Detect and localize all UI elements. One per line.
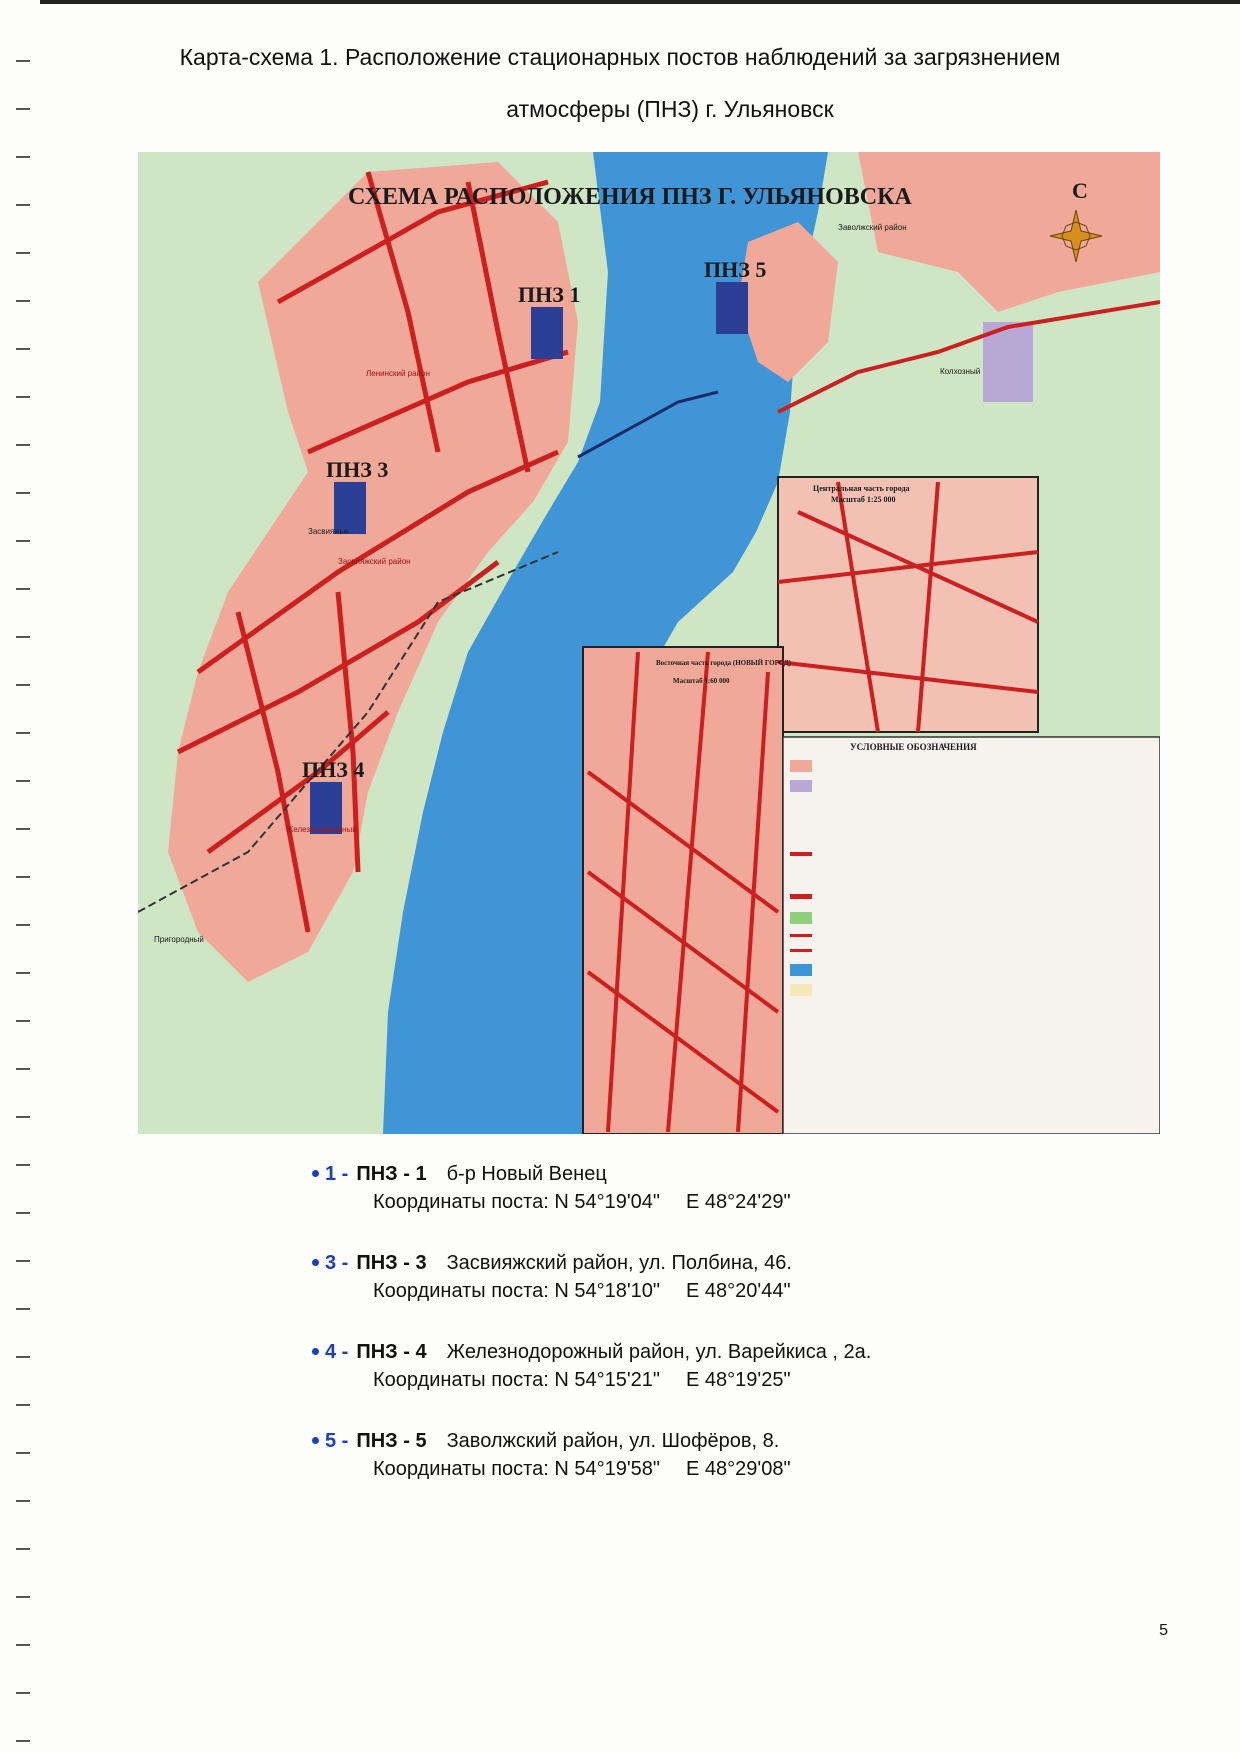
binding-tick [16, 1212, 30, 1214]
post-code: ПНЗ - 5 [356, 1430, 427, 1452]
binding-tick [16, 1068, 30, 1070]
inset-east-title: Восточная часть города (НОВЫЙ ГОРОД) [656, 659, 792, 667]
binding-tick [16, 780, 30, 782]
binding-tick [16, 1452, 30, 1454]
coord-lat: N 54°18'10" [554, 1280, 661, 1302]
binding-tick [16, 492, 30, 494]
post-entry [300, 1249, 1120, 1305]
post-number: 5 - [325, 1430, 349, 1452]
binding-tick [16, 108, 30, 110]
city-map [138, 152, 1160, 1134]
binding-tick [16, 588, 30, 590]
binding-tick [16, 348, 30, 350]
binding-tick [16, 684, 30, 686]
coord-label: Координаты поста: [373, 1458, 549, 1480]
post-entry [300, 1338, 1120, 1394]
bullet-icon [312, 1348, 319, 1355]
coord-lat: N 54°19'58" [554, 1458, 661, 1480]
binding-tick [16, 1116, 30, 1118]
district-label-zavolzhsky: Заволжский район [838, 223, 907, 232]
binding-tick [16, 732, 30, 734]
post-number: 4 - [325, 1341, 349, 1363]
binding-tick [16, 636, 30, 638]
page-title-line-1: Карта-схема 1. Расположение стационарных постов наблюдений за загрязнением [179, 44, 1061, 70]
district-label-prigorodny: Пригородный [154, 935, 204, 944]
binding-tick [16, 1500, 30, 1502]
map-graphic [138, 152, 1160, 1134]
binding-tick [16, 828, 30, 830]
compass-label: С [1072, 178, 1088, 203]
district-label-zasviyazhye: Засвияжье [308, 527, 349, 536]
binding-tick [16, 1548, 30, 1550]
bullet-icon [312, 1170, 319, 1177]
binding-tick [16, 1644, 30, 1646]
map-legend-panel [783, 737, 1160, 1134]
bullet-icon [312, 1259, 319, 1266]
post-code: ПНЗ - 4 [356, 1341, 427, 1363]
coord-lat: N 54°15'21" [554, 1369, 661, 1391]
binding-tick [16, 1260, 30, 1262]
binding-tick [16, 876, 30, 878]
coord-label: Координаты поста: [373, 1369, 549, 1391]
binding-tick [16, 396, 30, 398]
post-label-4: ПНЗ 4 [302, 757, 365, 782]
binding-tick [16, 1356, 30, 1358]
inset-east-scale: Масштаб 1:60 000 [673, 677, 730, 685]
binding-tick [16, 156, 30, 158]
binding-tick [16, 924, 30, 926]
post-list [300, 1160, 1120, 1516]
post-marker-5 [716, 282, 748, 334]
legend-heading: УСЛОВНЫЕ ОБОЗНАЧЕНИЯ [850, 742, 977, 752]
post-number: 1 - [325, 1163, 349, 1185]
binding-tick [16, 1020, 30, 1022]
district-label-zheleznodorozhny: Железнодорожный [286, 825, 357, 834]
post-code: ПНЗ - 1 [356, 1163, 427, 1185]
post-address: б-р Новый Венец [446, 1163, 607, 1185]
binding-tick [16, 444, 30, 446]
coord-lon: E 48°19'25" [686, 1369, 791, 1391]
post-code: ПНЗ - 3 [356, 1252, 427, 1274]
inset-center-title: Центральная часть города [813, 484, 910, 493]
binding-tick [16, 1596, 30, 1598]
bullet-icon [312, 1437, 319, 1444]
binding-tick [16, 1404, 30, 1406]
coord-lat: N 54°19'04" [554, 1191, 661, 1213]
post-entry [300, 1160, 1120, 1216]
district-label-kolkhozny: Колхозный [940, 367, 981, 376]
coord-label: Координаты поста: [373, 1280, 549, 1302]
post-label-1: ПНЗ 1 [518, 282, 581, 307]
binding-margin [0, 0, 40, 1753]
post-entry [300, 1427, 1120, 1483]
binding-tick [16, 1164, 30, 1166]
post-label-5: ПНЗ 5 [704, 257, 767, 282]
binding-tick [16, 300, 30, 302]
district-label-zasviyazhsky: Засвияжский район [338, 557, 411, 566]
binding-tick [16, 1308, 30, 1310]
binding-tick [16, 1740, 30, 1742]
post-label-3: ПНЗ 3 [326, 457, 389, 482]
binding-tick [16, 252, 30, 254]
top-border [40, 0, 1240, 4]
inset-center-scale: Масштаб 1:25 000 [831, 495, 896, 504]
binding-tick [16, 972, 30, 974]
map-heading: СХЕМА РАСПОЛОЖЕНИЯ ПНЗ Г. УЛЬЯНОВСКА [348, 184, 912, 210]
binding-tick [16, 540, 30, 542]
post-address: Железнодорожный район, ул. Варейкиса , 2а. [446, 1341, 872, 1363]
coord-label: Координаты поста: [373, 1191, 549, 1213]
page-number: 5 [1159, 1622, 1168, 1639]
post-marker-1 [531, 307, 563, 359]
post-number: 3 - [325, 1252, 349, 1274]
district-label-leninsky: Ленинский район [366, 369, 430, 378]
page-title-line-2: атмосферы (ПНЗ) г. Ульяновск [506, 96, 834, 122]
post-address: Засвияжский район, ул. Полбина, 46. [446, 1252, 792, 1274]
coord-lon: E 48°20'44" [686, 1280, 791, 1302]
binding-tick [16, 204, 30, 206]
binding-tick [16, 1692, 30, 1694]
coord-lon: E 48°24'29" [686, 1191, 791, 1213]
coord-lon: E 48°29'08" [686, 1458, 791, 1480]
post-address: Заволжский район, ул. Шофёров, 8. [446, 1430, 780, 1452]
